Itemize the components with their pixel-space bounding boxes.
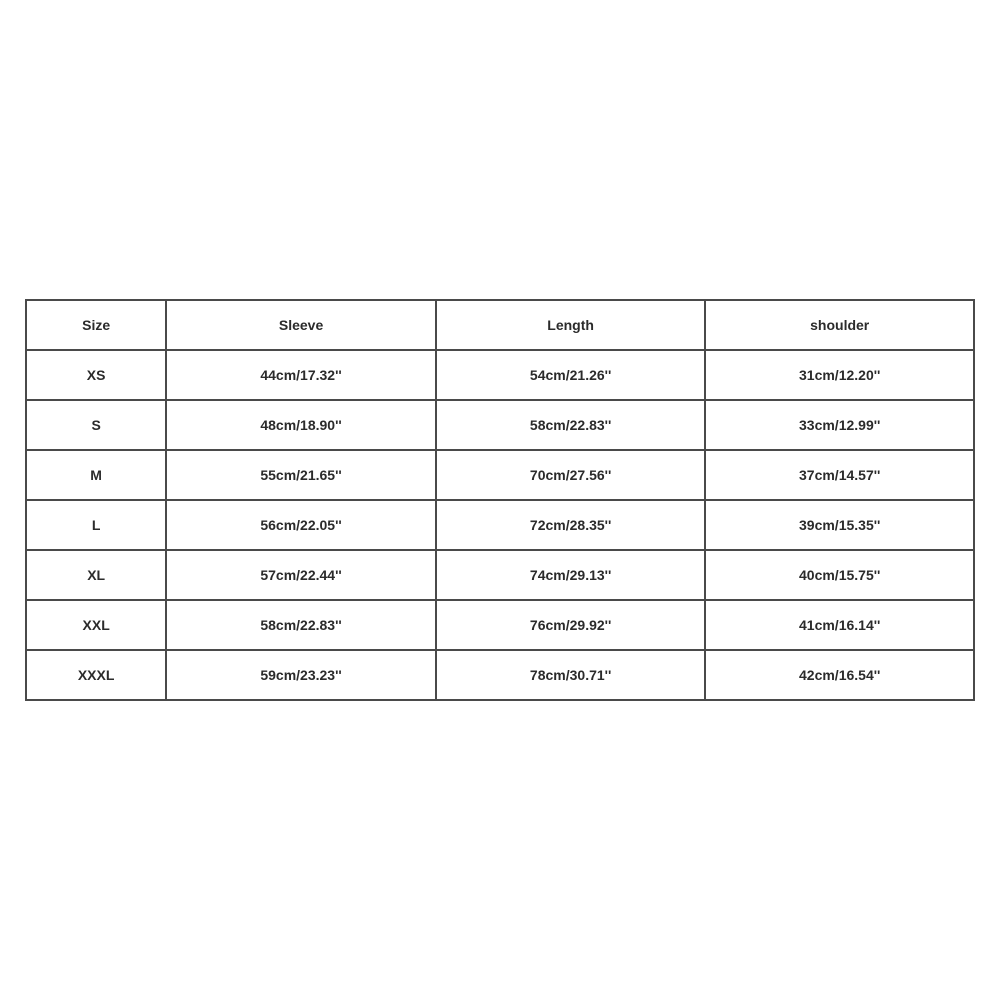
cell-size: L [26, 500, 166, 550]
table-header [26, 300, 974, 350]
cell-size: XL [26, 550, 166, 600]
header-row [26, 300, 974, 350]
header-length: Length [436, 300, 706, 350]
cell-length: 76cm/29.92'' [436, 600, 706, 650]
cell-length: 78cm/30.71'' [436, 650, 706, 700]
cell-length: 72cm/28.35'' [436, 500, 706, 550]
table-row [26, 450, 974, 500]
table-row [26, 500, 974, 550]
cell-size: XXXL [26, 650, 166, 700]
table-row [26, 650, 974, 700]
cell-sleeve: 56cm/22.05'' [166, 500, 436, 550]
cell-shoulder: 37cm/14.57'' [705, 450, 974, 500]
table-body [26, 350, 974, 700]
table-row [26, 400, 974, 450]
cell-size: XS [26, 350, 166, 400]
table-row [26, 350, 974, 400]
cell-length: 58cm/22.83'' [436, 400, 706, 450]
cell-shoulder: 39cm/15.35'' [705, 500, 974, 550]
cell-shoulder: 40cm/15.75'' [705, 550, 974, 600]
cell-sleeve: 44cm/17.32'' [166, 350, 436, 400]
table-row [26, 600, 974, 650]
cell-length: 54cm/21.26'' [436, 350, 706, 400]
table-row [26, 550, 974, 600]
cell-shoulder: 42cm/16.54'' [705, 650, 974, 700]
cell-shoulder: 41cm/16.14'' [705, 600, 974, 650]
cell-sleeve: 48cm/18.90'' [166, 400, 436, 450]
header-shoulder: shoulder [705, 300, 974, 350]
header-size: Size [26, 300, 166, 350]
size-chart-table [25, 299, 975, 701]
cell-shoulder: 33cm/12.99'' [705, 400, 974, 450]
cell-sleeve: 59cm/23.23'' [166, 650, 436, 700]
cell-shoulder: 31cm/12.20'' [705, 350, 974, 400]
cell-sleeve: 57cm/22.44'' [166, 550, 436, 600]
cell-sleeve: 58cm/22.83'' [166, 600, 436, 650]
cell-length: 70cm/27.56'' [436, 450, 706, 500]
cell-size: S [26, 400, 166, 450]
header-sleeve: Sleeve [166, 300, 436, 350]
cell-sleeve: 55cm/21.65'' [166, 450, 436, 500]
cell-length: 74cm/29.13'' [436, 550, 706, 600]
cell-size: M [26, 450, 166, 500]
cell-size: XXL [26, 600, 166, 650]
